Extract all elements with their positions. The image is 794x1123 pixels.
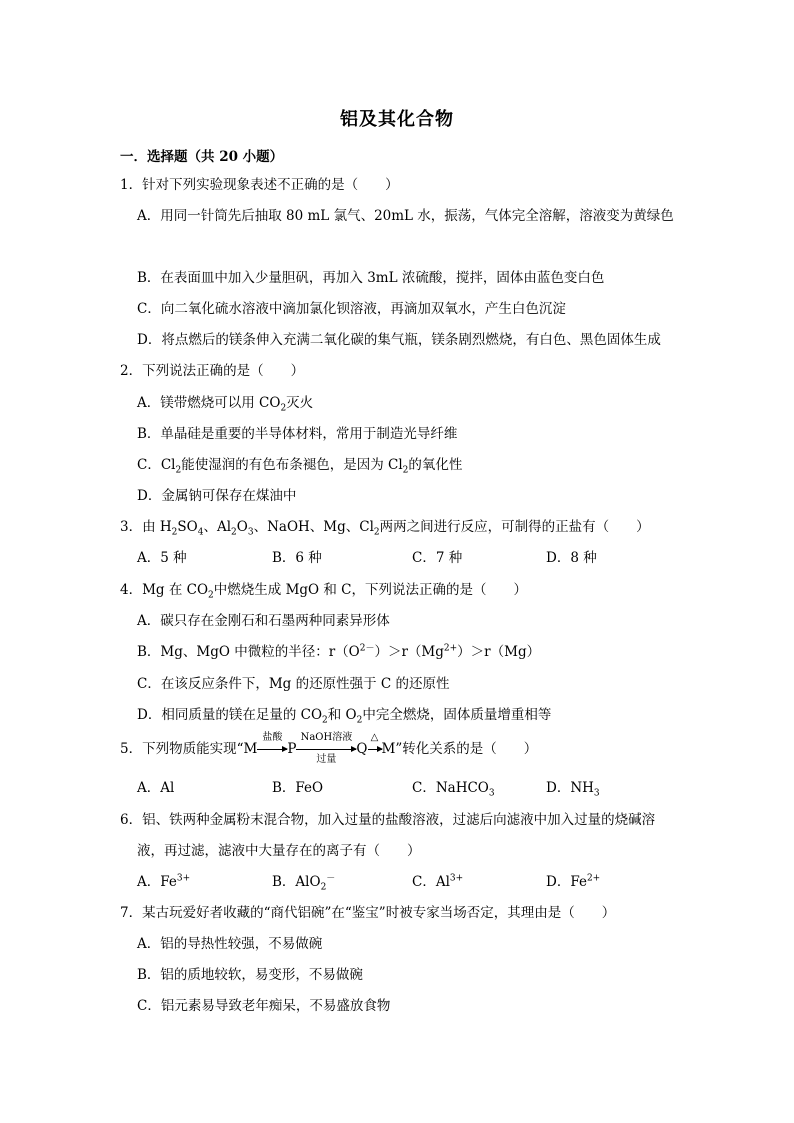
document-title: 铝及其化合物: [340, 109, 454, 130]
reaction-arrow-2: NaOH溶液 过量: [296, 740, 356, 758]
q6-stem-line1: 6．铝、铁两种金属粉末混合物，加入过量的盐酸溶液，过滤后向滤液中加入过量的烧碱溶: [120, 812, 656, 828]
q3-option-d: D．8 种: [546, 550, 597, 566]
reaction-arrow-3: △: [368, 740, 382, 758]
q4-option-a: A．碳只存在金刚石和石墨两种同素异形体: [137, 613, 390, 629]
q6-option-c: C．$Al^{3+}$: [412, 873, 464, 890]
q6-stem-line2: 液，再过滤，滤液中大量存在的离子有（ ）: [137, 843, 421, 859]
q1-option-d: D．将点燃后的镁条伸入充满二氧化碳的集气瓶，镁条剧烈燃烧，有白色、黑色固体生成: [137, 332, 661, 348]
q6-option-d: D．$Fe^{2+}$: [546, 873, 601, 890]
q5-stem: 5．下列物质能实现“M 盐酸 P NaOH溶液 过量 Q △ M”转化关系的是（ ）: [120, 732, 538, 765]
q5-option-c: C．NaHCO$_3$: [412, 780, 495, 799]
q3-option-c: C．7 种: [412, 550, 463, 566]
reaction-arrow-1: 盐酸: [257, 740, 287, 758]
q1-stem: 1．针对下列实验现象表述不正确的是（ ）: [120, 177, 399, 193]
q1-option-b: B．在表面皿中加入少量胆矾，再加入 3mL 浓硫酸，搅拌，固体由蓝色变白色: [137, 270, 605, 286]
q4-option-d: D．相同质量的镁在足量的 $CO_2$和 $O_2$中完全燃烧，固体质量增重相等: [137, 707, 552, 726]
q6-option-a: A．$Fe^{3+}$: [137, 873, 191, 890]
q7-stem: 7．某古玩爱好者收藏的“商代铝碗”在“鉴宝”时被专家当场否定，其理由是（ ）: [120, 905, 616, 921]
q2-option-b: B．单晶硅是重要的半导体材料，常用于制造光导纤维: [137, 426, 458, 442]
q2-option-a: A．镁带燃烧可以用 $CO_2$灭火: [137, 395, 314, 414]
q5-option-b: B．FeO: [272, 780, 324, 796]
q5-option-a: A．Al: [137, 780, 175, 796]
q4-option-c: C．在该反应条件下，Mg 的还原性强于 C 的还原性: [137, 676, 450, 692]
q6-option-b: B．AlO$_2$－: [272, 873, 336, 893]
q2-stem: 2．下列说法正确的是（ ）: [120, 363, 305, 379]
q2-option-c: C．$Cl_2$能使湿润的有色布条褪色，是因为 $Cl_2$的氧化性: [137, 457, 463, 476]
section-heading: 一．选择题（共 20 小题）: [120, 149, 284, 165]
q1-option-a: A．用同一针筒先后抽取 80 mL 氯气、20mL 水，振荡，气体完全溶解，溶液变为黄绿色: [137, 208, 674, 224]
q7-option-a: A．铝的导热性较强，不易做碗: [137, 936, 323, 952]
q4-stem: 4．Mg 在 $CO_2$中燃烧生成 MgO 和 C，下列说法正确的是（ ）: [120, 582, 528, 601]
q7-option-b: B．铝的质地较软，易变形，不易做碗: [137, 967, 363, 983]
q3-stem: 3．由 $H_2SO_4$、$Al_2O_3$、NaOH、Mg、$Cl_2$两两之间进行反应，可制得的正盐有（ ）: [120, 519, 650, 538]
q4-option-b: B．Mg、MgO 中微粒的半径：$r(O^{2-})>r(Mg^{2+})>r(Mg)$: [137, 643, 541, 660]
q3-option-a: A．5 种: [137, 550, 187, 566]
q1-option-c: C．向二氧化硫水溶液中滴加氯化钡溶液，再滴加双氧水，产生白色沉淀: [137, 301, 566, 317]
q3-option-b: B．6 种: [272, 550, 322, 566]
q5-option-d: D．$NH_3$: [546, 780, 600, 799]
q2-option-d: D．金属钠可保存在煤油中: [137, 488, 297, 504]
q7-option-c: C．铝元素易导致老年痴呆，不易盛放食物: [137, 998, 391, 1014]
